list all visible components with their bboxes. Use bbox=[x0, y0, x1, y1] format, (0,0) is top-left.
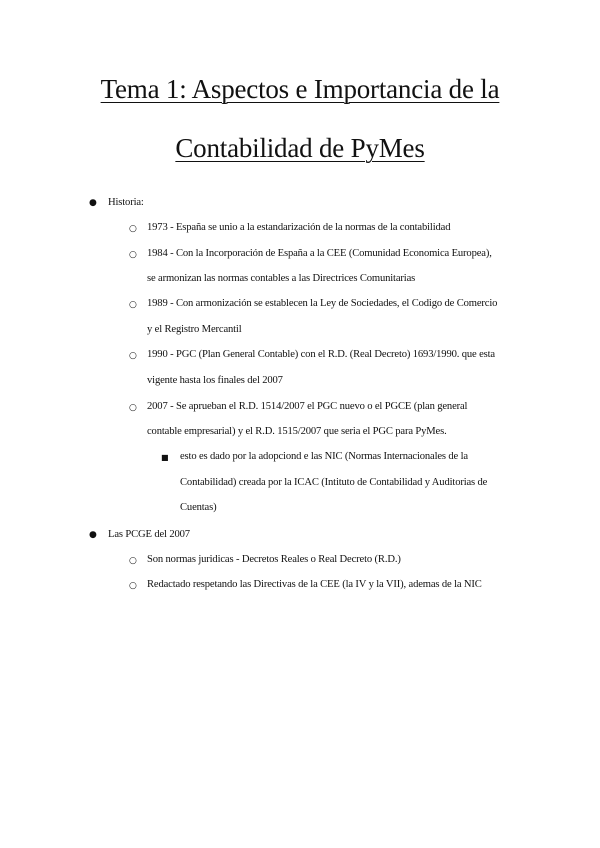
list-item-nic-cont-1: Contabilidad) creada por la ICAC (Intituto de Contabilidad y Auditorias de bbox=[180, 477, 488, 488]
bullet-disc-icon: ● bbox=[89, 530, 97, 540]
list-item-pcge: Las PCGE del 2007 bbox=[108, 529, 190, 540]
page-title-line-1: Tema 1: Aspectos e Importancia de la bbox=[100, 74, 500, 104]
bullet-circle-icon: ○ bbox=[129, 556, 137, 566]
list-item-1989-cont: y el Registro Mercantil bbox=[147, 324, 242, 335]
list-item-normas: Son normas juridicas - Decretos Reales o Real Decreto (R.D.) bbox=[147, 554, 401, 565]
bullet-disc-icon: ● bbox=[89, 198, 97, 208]
list-item-1990: 1990 - PGC (Plan General Contable) con el R.D. (Real Decreto) 1693/1990. que esta bbox=[147, 349, 495, 360]
bullet-circle-icon: ○ bbox=[129, 581, 137, 591]
list-item-2007-cont: contable empresarial) y el R.D. 1515/2007 que seria el PGC para PyMes. bbox=[147, 426, 447, 437]
list-item-1973: 1973 - España se unio a la estandarización de la normas de la contabilidad bbox=[147, 222, 451, 233]
bullet-square-icon: ■ bbox=[161, 453, 169, 462]
list-item-historia: Historia: bbox=[108, 197, 144, 208]
bullet-circle-icon: ○ bbox=[129, 351, 137, 361]
bullet-circle-icon: ○ bbox=[129, 300, 137, 310]
bullet-circle-icon: ○ bbox=[129, 224, 137, 234]
list-item-1984-cont: se armonizan las normas contables a las Directrices Comunitarias bbox=[147, 273, 416, 284]
list-item-1984: 1984 - Con la Incorporación de España a la CEE (Comunidad Economica Europea), bbox=[147, 248, 492, 259]
list-item-1989: 1989 - Con armonización se establecen la Ley de Sociedades, el Codigo de Comercio bbox=[147, 298, 498, 309]
list-item-1990-cont: vigente hasta los finales del 2007 bbox=[147, 375, 283, 386]
list-item-nic-cont-2: Cuentas) bbox=[180, 502, 217, 513]
list-item-2007: 2007 - Se aprueban el R.D. 1514/2007 el PGC nuevo o el PGCE (plan general bbox=[147, 401, 468, 412]
page-title-line-2: Contabilidad de PyMes bbox=[175, 133, 425, 163]
bullet-circle-icon: ○ bbox=[129, 403, 137, 413]
bullet-circle-icon: ○ bbox=[129, 250, 137, 260]
list-item-redactado: Redactado respetando las Directivas de la CEE (la IV y la VII), ademas de la NIC bbox=[147, 579, 482, 590]
list-item-nic: esto es dado por la adopciond e las NIC (Normas Internacionales de la bbox=[180, 451, 468, 462]
